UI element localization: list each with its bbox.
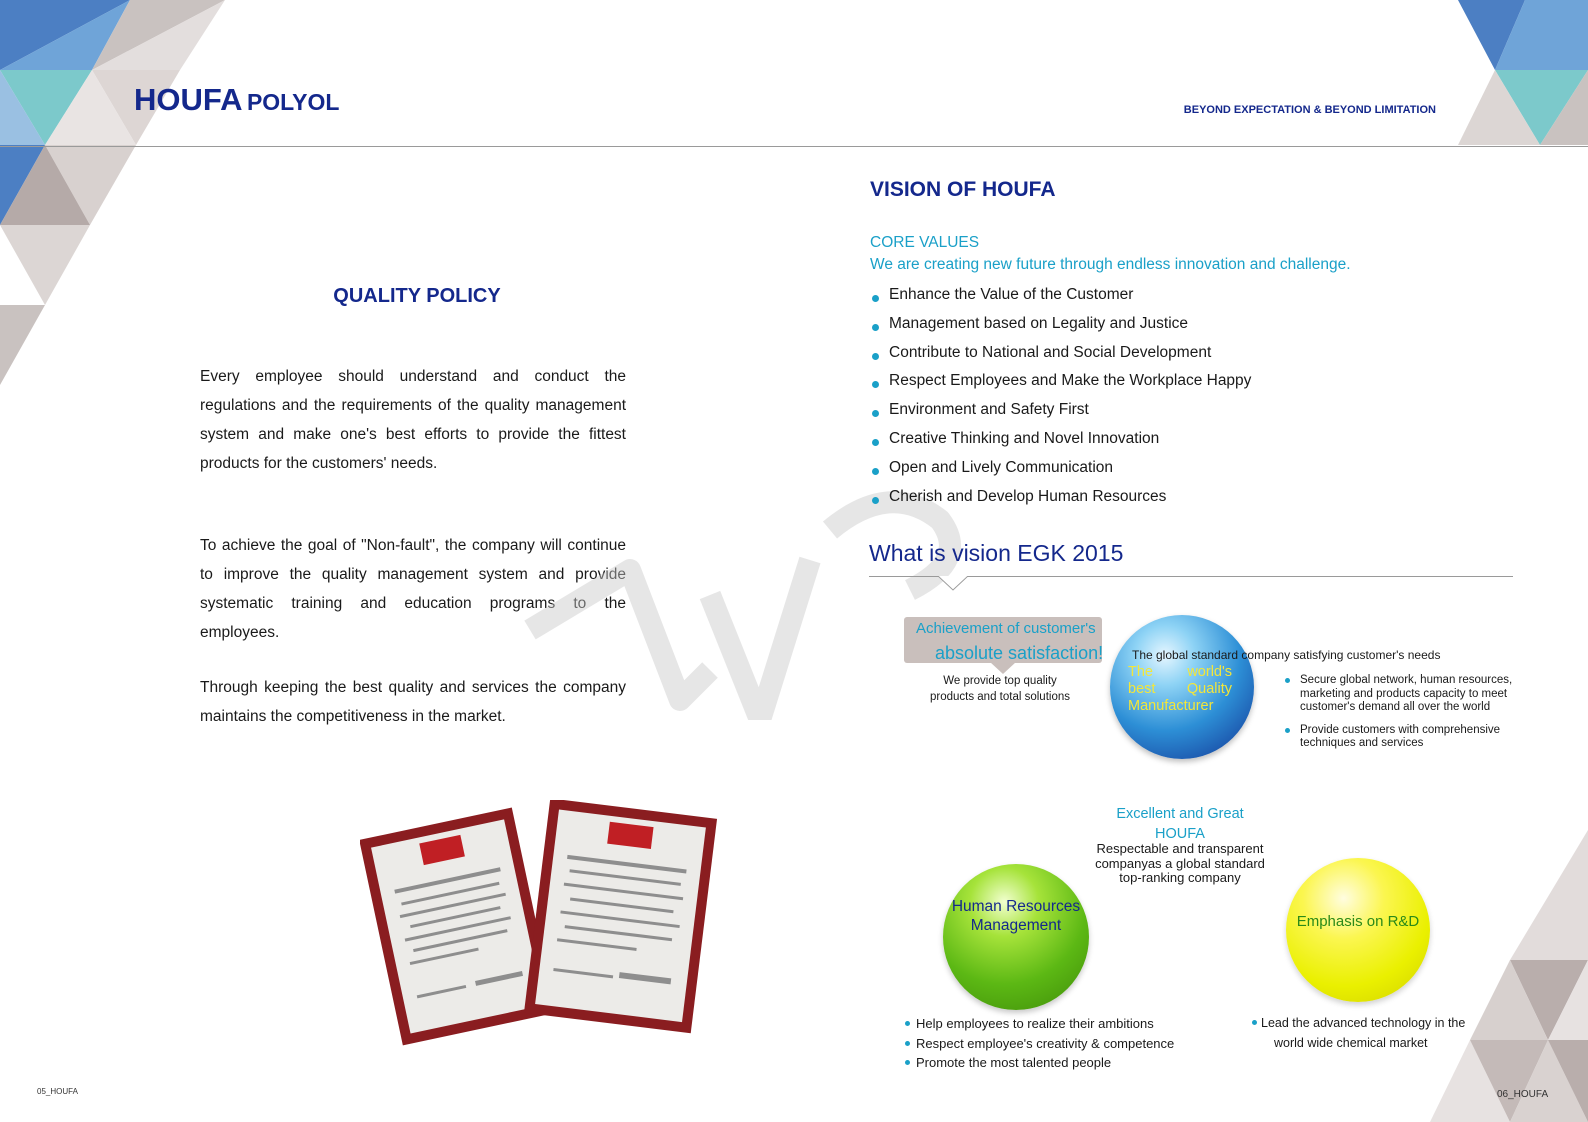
core-values-subtitle: We are creating new future through endless innovation and challenge. xyxy=(870,256,1351,273)
list-item: Management based on Legality and Justice xyxy=(870,315,1251,344)
brand-logo xyxy=(134,82,339,118)
callout-line-1: Achievement of customer's xyxy=(916,620,1096,637)
bullet-icon xyxy=(872,410,879,417)
policy-paragraph-2: To achieve the goal of "Non-fault", the company will continue to improve the quality management system and provide systematic training and education programs to the employees. xyxy=(200,537,626,641)
list-item: Contribute to National and Social Development xyxy=(870,344,1251,373)
list-item: Respect employee's creativity & competence xyxy=(905,1034,1174,1054)
bullet-icon xyxy=(872,353,879,360)
bullet-icon xyxy=(872,295,879,302)
respectable-text: Respectable and transparent companyas a global standard top-ranking company xyxy=(1095,841,1265,885)
list-item: Promote the most talented people xyxy=(905,1053,1174,1073)
policy-paragraph-3: Through keeping the best quality and services the company maintains the competitiveness in the market. xyxy=(200,679,626,725)
list-item: Secure global network, human resources, marketing and products capacity to meet customer's demand all over the world xyxy=(1285,674,1531,715)
bullet-icon xyxy=(872,324,879,331)
page-number-right: 06_HOUFA xyxy=(1497,1089,1549,1100)
header-divider xyxy=(0,146,1588,147)
core-values-label: CORE VALUES xyxy=(870,234,980,251)
green-sphere xyxy=(943,864,1089,1010)
yellow-sphere xyxy=(1286,858,1430,1002)
egk-title: What is vision EGK 2015 xyxy=(869,540,1124,566)
list-item: Help employees to realize their ambitions xyxy=(905,1014,1174,1034)
list-item: Environment and Safety First xyxy=(870,401,1251,430)
we-provide-text: We provide top quality products and total solutions xyxy=(929,675,1070,703)
list-item: Creative Thinking and Novel Innovation xyxy=(870,430,1251,459)
list-item: Cherish and Develop Human Resources xyxy=(870,488,1251,517)
bullet-icon xyxy=(872,381,879,388)
bullet-icon xyxy=(872,439,879,446)
bullet-icon xyxy=(1285,678,1290,683)
list-item: Respect Employees and Make the Workplace Happy xyxy=(870,372,1251,401)
green-sphere-label: Human Resources Management xyxy=(951,898,1081,934)
excellent-houfa-text: Excellent and Great HOUFA xyxy=(1116,806,1244,842)
tagline: BEYOND EXPECTATION & BEYOND LIMITATION xyxy=(1183,104,1436,116)
bullet-icon xyxy=(1285,728,1290,733)
bullet-icon xyxy=(905,1041,910,1046)
page-number-left: 05_HOUFA xyxy=(37,1087,78,1096)
bullet-icon xyxy=(872,497,879,504)
vision-title: VISION OF HOUFA xyxy=(870,178,1056,201)
yellow-sphere-bullet: Lead the advanced technology in the world wide chemical market xyxy=(1252,1014,1467,1053)
green-sphere-bullets xyxy=(905,1014,1174,1073)
global-standard-text: The global standard company satisfying customer's needs xyxy=(1132,648,1441,662)
logo-bold: HOUFA xyxy=(134,82,243,117)
certificate-image xyxy=(360,800,722,1052)
blue-sphere-label: The world's best Quality Manufacturer xyxy=(1128,664,1232,714)
divider-notch-icon xyxy=(938,576,968,591)
bullet-icon xyxy=(905,1060,910,1065)
quality-policy-title: QUALITY POLICY xyxy=(333,285,501,307)
callout-line-2: absolute satisfaction! xyxy=(935,643,1104,663)
core-values-list xyxy=(870,286,1251,516)
list-item: Enhance the Value of the Customer xyxy=(870,286,1251,315)
logo-rest: POLYOL xyxy=(246,89,340,115)
policy-paragraph-1: Every employee should understand and conduct the regulations and the requirements of the quality management system and make one's best efforts to provide the fittest products for the customers' needs. xyxy=(200,368,626,472)
blue-sphere-bullets xyxy=(1285,674,1531,760)
yellow-sphere-label: Emphasis on R&D xyxy=(1296,913,1420,930)
list-item: Provide customers with comprehensive techniques and services xyxy=(1285,724,1531,751)
bullet-icon xyxy=(872,468,879,475)
list-item: Open and Lively Communication xyxy=(870,459,1251,488)
bullet-icon xyxy=(905,1021,910,1026)
bullet-icon xyxy=(1252,1020,1257,1025)
